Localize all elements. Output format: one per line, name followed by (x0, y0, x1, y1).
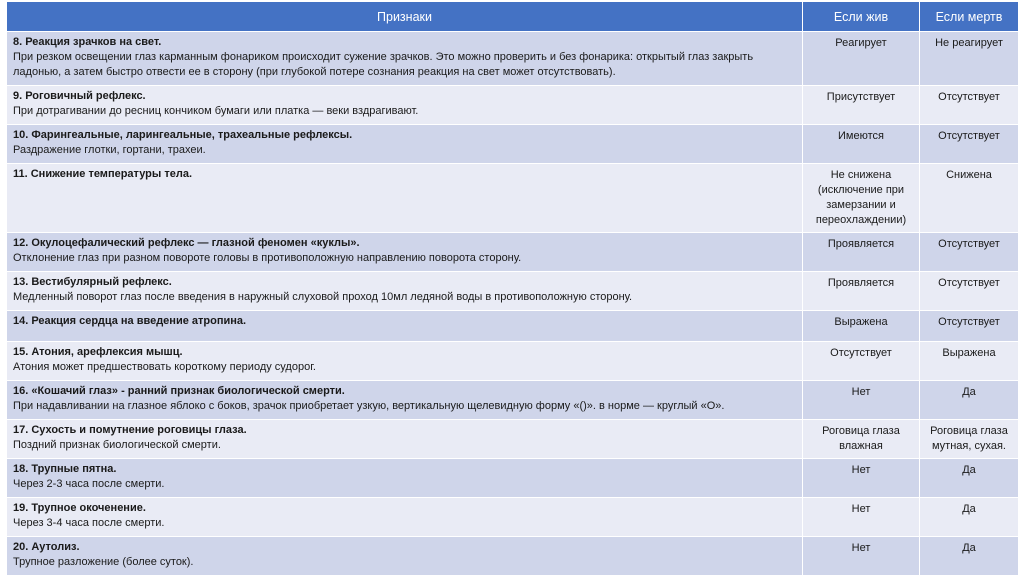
alive-cell: Нет (803, 537, 920, 576)
sign-description: Отклонение глаз при разном повороте головы в противоположную направлению поворота сторону. (13, 252, 522, 264)
dead-cell: Снижена (920, 164, 1019, 233)
sign-title: 15. Атония, арефлексия мышц. (13, 346, 183, 358)
table-row (7, 537, 1019, 576)
sign-title: 11. Снижение температуры тела. (13, 168, 193, 180)
sign-title: 20. Аутолиз. (13, 541, 80, 553)
sign-description: Трупное разложение (более суток). (13, 556, 194, 568)
table-row (7, 233, 1019, 272)
alive-cell: Выражена (803, 311, 920, 342)
dead-cell: Да (920, 537, 1019, 576)
dead-cell: Отсутствует (920, 86, 1019, 125)
alive-cell: Отсутствует (803, 342, 920, 381)
sign-title: 14. Реакция сердца на введение атропина. (13, 315, 247, 327)
sign-cell (7, 342, 803, 381)
sign-cell (7, 86, 803, 125)
sign-description: Через 3-4 часа после смерти. (13, 517, 165, 529)
sign-cell (7, 459, 803, 498)
alive-cell: Присутствует (803, 86, 920, 125)
dead-cell: Отсутствует (920, 311, 1019, 342)
sign-cell (7, 381, 803, 420)
sign-cell (7, 498, 803, 537)
table-row (7, 125, 1019, 164)
sign-description: При дотрагивании до ресниц кончиком бумаги или платка — веки вздрагивают. (13, 105, 419, 117)
dead-cell: Не реагирует (920, 32, 1019, 86)
alive-cell: Не снижена (исключение при замерзании и переохлаждении) (803, 164, 920, 233)
sign-title: 10. Фарингеальные, ларингеальные, трахеальные рефлексы. (13, 129, 353, 141)
alive-cell: Нет (803, 459, 920, 498)
sign-title: 13. Вестибулярный рефлекс. (13, 276, 172, 288)
table-row (7, 498, 1019, 537)
sign-title: 17. Сухость и помутнение роговицы глаза. (13, 424, 247, 436)
table-row (7, 459, 1019, 498)
alive-cell: Имеются (803, 125, 920, 164)
sign-description: Атония может предшествовать короткому периоду судорог. (13, 361, 316, 373)
sign-description: Поздний признак биологической смерти. (13, 439, 221, 451)
dead-cell: Да (920, 381, 1019, 420)
sign-title: 16. «Кошачий глаз» - ранний признак биологической смерти. (13, 385, 345, 397)
table-row (7, 311, 1019, 342)
table-row (7, 272, 1019, 311)
sign-description: Медленный поворот глаз после введения в наружный слуховой проход 10мл ледяной воды в противоположную сторону. (13, 291, 633, 303)
table-row (7, 420, 1019, 459)
sign-title: 8. Реакция зрачков на свет. (13, 36, 162, 48)
header-if-dead: Если мертв (920, 2, 1019, 32)
dead-cell: Отсутствует (920, 272, 1019, 311)
alive-cell: Нет (803, 498, 920, 537)
sign-cell (7, 272, 803, 311)
table-row (7, 86, 1019, 125)
dead-cell: Роговица глаза мутная, сухая. (920, 420, 1019, 459)
sign-cell (7, 32, 803, 86)
sign-title: 12. Окулоцефалический рефлекс — глазной феномен «куклы». (13, 237, 360, 249)
header-signs: Признаки (7, 2, 803, 32)
alive-cell: Реагирует (803, 32, 920, 86)
sign-cell (7, 420, 803, 459)
sign-cell (7, 164, 803, 233)
table-row (7, 32, 1019, 86)
alive-cell: Проявляется (803, 272, 920, 311)
table-row (7, 342, 1019, 381)
dead-cell: Отсутствует (920, 233, 1019, 272)
sign-cell (7, 311, 803, 342)
table-row (7, 164, 1019, 233)
sign-description: При резком освещении глаз карманным фонариком происходит сужение зрачков. Это можно проверить и без фонарика: открытый глаз закрыть ладонью, а затем быстро отвести ее в сторону (при глубокой потере сознания реакция на свет может отсутствовать). (13, 51, 754, 78)
header-if-alive: Если жив (803, 2, 920, 32)
sign-description: Раздражение глотки, гортани, трахеи. (13, 144, 206, 156)
signs-table (6, 1, 1019, 576)
alive-cell: Проявляется (803, 233, 920, 272)
table-header-row (7, 2, 1019, 32)
table-row (7, 381, 1019, 420)
sign-cell (7, 537, 803, 576)
sign-cell (7, 125, 803, 164)
alive-cell: Нет (803, 381, 920, 420)
dead-cell: Выражена (920, 342, 1019, 381)
dead-cell: Отсутствует (920, 125, 1019, 164)
sign-description: Через 2-3 часа после смерти. (13, 478, 165, 490)
dead-cell: Да (920, 498, 1019, 537)
sign-title: 18. Трупные пятна. (13, 463, 117, 475)
sign-cell (7, 233, 803, 272)
alive-cell: Роговица глаза влажная (803, 420, 920, 459)
sign-title: 19. Трупное окоченение. (13, 502, 146, 514)
sign-description: При надавливании на глазное яблоко с боков, зрачок приобретает узкую, вертикальную щелевидную форму «()». в норме — круглый «О». (13, 400, 725, 412)
dead-cell: Да (920, 459, 1019, 498)
sign-title: 9. Роговичный рефлекс. (13, 90, 146, 102)
